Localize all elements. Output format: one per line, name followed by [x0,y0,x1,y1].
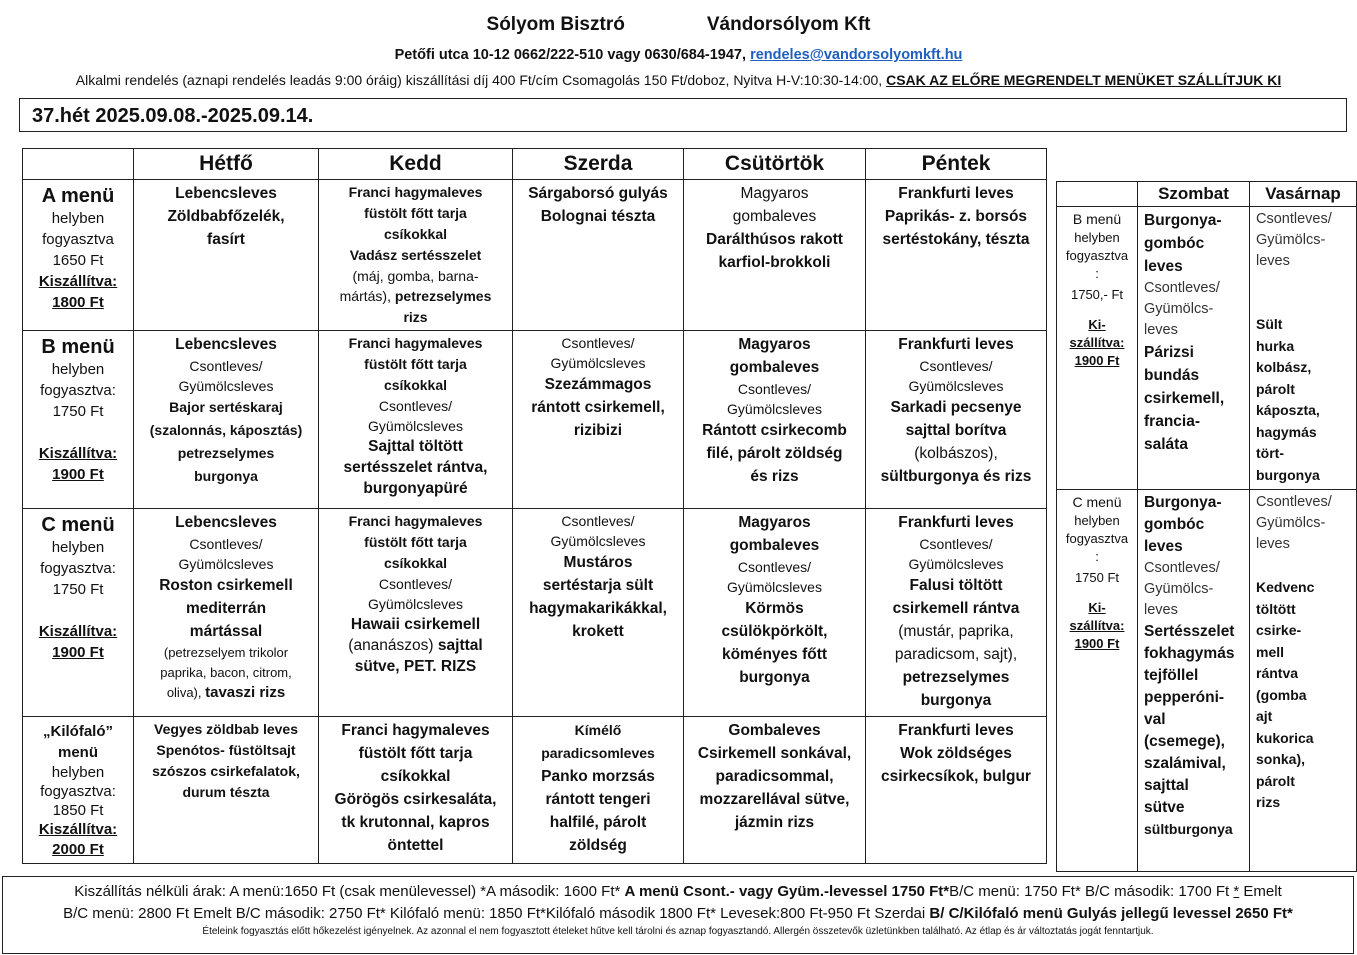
dish-line: Gombaleves [728,722,821,739]
dish-line: Magyaros [738,514,811,531]
dish-line: Burgonya- [1144,494,1222,511]
dish-line: mell [1256,643,1285,660]
dish-line: Csontleves/ [561,335,635,351]
dish-line: csíkokkal [383,226,448,242]
dish-line: Gyümölcsleves [550,355,646,371]
menu-price: 1650 Ft [52,252,104,269]
cell-k-tue [319,717,513,864]
dish-line: Sarkadi pecsenye [890,399,1022,416]
dish-line: Gyümölcsleves [908,378,1004,394]
dish-line: Sertésszelet [1144,623,1235,640]
dish-line: töltött [1256,600,1296,617]
dish-line: (ananászos) [348,637,434,654]
cell-k-fri [866,717,1047,864]
dish-line: Gyümölcs- [1144,301,1214,317]
dish-line: csíkokkal [380,768,451,785]
dish-line: Frankfurti leves [898,514,1014,531]
dish-line: pepperóni- [1144,689,1225,706]
dish-line: Csontleves/ [1144,280,1220,296]
dish-line: füstölt főtt tarja [364,356,467,372]
menu-name: B menü [1072,211,1122,227]
dish-line: hurka [1256,337,1295,354]
delivery-price: 1900 Ft [1074,636,1120,651]
dish-line: Párizsi [1144,344,1194,361]
dish-line: (szalonnás, káposztás) [149,422,303,438]
dish-line: káposzta, [1256,402,1320,418]
menu-row-b [23,331,1047,509]
menu-price: 1750,- Ft [1070,287,1124,302]
delivery-label: Ki- [1088,600,1106,615]
dish-line: fokhagymás [1144,645,1235,662]
dish-line: sültburgonya [1144,821,1233,837]
dish-line: krokett [572,623,624,640]
dish-line: Roston csirkemell [159,577,293,594]
delivery-price: 1900 Ft [1074,353,1120,368]
dish-line: paradicsomleves [541,745,655,761]
weekday-menu-table [22,148,1047,864]
dish-line: Csontleves/ [737,559,812,575]
dish-line: Gyümölcsleves [908,556,1004,572]
cell-k-mon [134,717,319,864]
restaurant-name: Sólyom Bisztró [486,14,625,35]
dish-line: Bajor sertéskaraj [169,399,283,415]
dish-line: rizs [1256,794,1281,810]
delivery-label: Kiszállítva: [38,623,118,640]
dish-line: leves [1256,253,1290,269]
dish-line: füstölt főtt tarja [364,205,467,221]
day-header-fri: Péntek [866,149,1047,180]
dish-line: Gyümölcsleves [550,533,646,549]
dish-line: leves [1256,536,1290,552]
weekend-corner-cell [1057,182,1138,207]
day-header-wed: Szerda [513,149,684,180]
dish-line: paradicsommal, [715,768,834,785]
dish-line: karfiol-brokkoli [718,254,831,271]
menu-line: helyben [51,361,105,378]
corner-cell [23,149,134,180]
delivery-price: 1900 Ft [52,466,104,483]
dish-line: csülökpörkölt, [721,623,828,640]
cell-c-mon [134,509,319,717]
dish-line: Gyümölcsleves [368,596,463,612]
dish-line: gombóc [1144,516,1205,533]
dish-line: Magyaros [738,336,811,353]
menu-line: fogyasztva [42,231,114,248]
dish-line: csirkemell rántva [892,600,1020,617]
dish-line: Csontleves/ [561,513,635,529]
dish-line: gombaleves [732,208,817,225]
menu-line: fogyasztva: [40,382,116,399]
dish-line: Panko morzsás [541,768,655,785]
dish-line: Lebencsleves [175,185,277,202]
dish-line: hagymakarikákkal, [529,600,667,617]
dish-line: Gyümölcsleves [727,401,822,417]
dish-line: Csontleves/ [189,536,263,552]
order-info: Alkalmi rendelés (aznapi rendelés leadás 9:00 óráig) kiszállítási díj 400 Ft/cím Csomagolás 150 Ft/doboz, Nyitva H-V:10:30-14:00, [75,72,883,88]
dish-line: sajttal [1144,777,1189,794]
delivery-price: 1900 Ft [52,644,104,661]
dish-line: Gyümölcsleves [178,378,274,394]
company-name: Vándorsólyom Kft [706,14,871,35]
dish-line: Magyaros [740,185,809,202]
cell-c-tue [319,509,513,717]
menu-name: B menü [41,336,115,358]
menu-name: C menü [1072,494,1122,510]
dish-line: tört- [1256,445,1284,461]
footer-text: B/C menü: 2800 Ft Emelt B/C második: 2750 Ft* Kilófaló menü: 1850 Ft*Kilófaló második 1800 Ft* Levesek:800 Ft-950 Ft Szerdai [63,905,926,922]
dish-line: sajttal [437,637,483,654]
dish-line: tejföllel [1144,667,1199,684]
dish-line: Bolognai tészta [540,208,656,225]
dish-line: saláta [1144,436,1188,453]
dish-line: Gyümölcsleves [368,418,463,434]
dish-line: Csontleves/ [1256,494,1332,510]
dish-line: halfilé, párolt [549,814,647,831]
dish-line: rántva [1256,665,1299,681]
dish-line: és rizs [750,468,799,485]
menu-row-c [23,509,1047,717]
cell-c-sat [1138,490,1250,872]
dish-line: Csontleves/ [378,398,453,414]
dish-line: tk krutonnal, kapros [341,814,490,831]
delivery-label: Ki- [1088,317,1106,332]
dish-line: sütve, PET. RIZS [354,658,477,675]
dish-line: sertéstokány, tészta [882,231,1030,248]
dish-line: hagymás [1256,423,1317,440]
dish-line: Kímélő [574,722,622,738]
order-info-line [0,72,1357,88]
cell-b-tue [319,331,513,509]
menu-label-b [23,331,134,509]
cell-b-mon [134,331,319,509]
dish-line: (mustár, paprika, [898,623,1014,640]
dish-line: gombaleves [729,537,820,554]
dish-line: csirke- [1256,622,1302,638]
dish-line: Csontleves/ [1144,560,1220,576]
weekend-menu-table [1056,181,1357,872]
dish-line: zöldség [569,837,627,854]
dish-line: Wok zöldséges [900,745,1012,762]
contact-line [0,47,1357,63]
dish-line: csirkecsíkok, bulgur [881,768,1031,785]
dish-line: Görögös csirkesaláta, [334,791,497,808]
footer-disclaimer: Ételeink fogyasztás előtt hőkezelést igényelnek. Az azonnal el nem fogyasztott ételeket hűtve kell tárolni és aznap fogyasztandó. Allergén összetevők üzletünkben található. Az étlap és ár változtatás jogát fenntartjuk. [202,926,1154,937]
dish-line: mozzarellával sütve, [699,791,850,808]
dish-line: füstölt főtt tarja [358,745,473,762]
menu-line: helyben [51,539,105,556]
dish-line: Lebencsleves [175,514,277,531]
dish-line: Franci hagymaleves [348,184,483,200]
dish-line: Körmös [745,600,804,617]
cell-c-thu [684,509,866,717]
footer-text-bold: A menü Csont.- vagy Gyüm.-levessel 1750 Ft* [624,883,950,900]
day-header-tue: Kedd [319,149,513,180]
dish-line: Gyümölcs- [1256,232,1326,248]
dish-line: burgonya [1256,466,1320,483]
dish-line: rántott csirkemell, [531,399,665,416]
dish-line: val [1144,711,1166,728]
dish-line: ajt [1256,708,1273,724]
dish-line: Franci hagymaleves [341,722,490,739]
dish-line: Vadász sertésszelet [349,247,482,263]
dish-line: köményes főtt [721,646,828,663]
dish-line: Mustáros [563,554,633,571]
cell-b-sat [1138,207,1250,490]
dish-line: Frankfurti leves [898,336,1014,353]
dish-line: Sárgaborsó gulyás [528,185,668,202]
weekend-row-b [1057,207,1357,490]
footer-text: * [1233,883,1240,900]
delivery-price: 2000 Ft [52,841,104,858]
menu-row-a [23,180,1047,331]
dish-line: szószos csirkefalatok, [152,763,300,779]
menu-line: : [1095,266,1099,281]
menu-line: : [1095,549,1099,564]
cell-c-fri [866,509,1047,717]
dish-line: Falusi töltött [909,577,1003,594]
cell-c-wed [513,509,684,717]
menu-name: C menü [41,514,115,536]
dish-line: Csontleves/ [1256,211,1332,227]
dish-line: burgonya [739,669,810,686]
dish-line: burgonyapüré [363,480,468,497]
weekend-header-row [1057,182,1357,207]
delivery-label: Kiszállítva: [38,821,118,838]
dish-line: (csemege), [1144,733,1225,750]
dish-line: mediterrán [185,600,267,617]
dish-line: sonka), [1256,751,1306,767]
menu-line: helyben [51,764,105,781]
dish-line: jázmin rizs [734,814,815,831]
footer-text: B/C menü: 1750 Ft* B/C második: 1700 Ft [949,883,1230,900]
dish-line: Gyümölcs- [1256,515,1326,531]
dish-line: Sajttal töltött [368,438,463,455]
menu-row-kilofalo [23,717,1047,864]
dish-line: sütve [1144,799,1185,816]
header-title [0,14,1357,36]
dish-line: Csontleves/ [919,358,993,374]
menu-price: 1750 Ft [1074,570,1120,585]
menu-name: A menü [41,185,115,207]
menu-line: helyben [1074,230,1120,245]
weekend-label-c [1057,490,1138,872]
cell-k-thu [684,717,866,864]
dish-line: burgonya [920,692,992,709]
menu-line: fogyasztva: [40,783,116,800]
dish-line: Franci hagymaleves [348,513,483,529]
dish-line: szalámival, [1144,755,1226,772]
cell-a-wed [513,180,684,331]
dish-line: fasírt [207,231,245,248]
dish-line: Rántott csirkecomb [702,422,847,439]
dish-line: petrezselymes [177,445,275,461]
dish-line: Frankfurti leves [898,722,1014,739]
dish-line: Lebencsleves [175,336,277,353]
dish-line: (máj, gomba, barna- [352,268,479,284]
delivery-label: Kiszállítva: [38,445,118,462]
day-header-sun: Vasárnap [1250,182,1357,207]
dish-line: Paprikás- z. borsós [884,208,1028,225]
footer-line-2 [3,903,1353,925]
dish-line: Darálthúsos rakott [706,231,843,248]
dish-line: petrezselymes [394,288,492,304]
menu-label-kilofalo [23,717,134,864]
dish-line: sültburgonya és rizs [880,468,1032,485]
dish-line: Spenótos- füstöltsajt [156,742,296,758]
dish-line: gombóc [1144,235,1205,252]
order-info-note: CSAK AZ ELŐRE MEGRENDELT MENÜKET SZÁLLÍTJUK KI [886,72,1282,88]
menu-line: helyben [51,210,105,227]
menu-line: fogyasztva: [40,560,116,577]
cell-a-thu [684,180,866,331]
dish-line: leves [1144,538,1183,555]
dish-line: (kolbászos), [914,445,998,462]
dish-line: rizibizi [573,422,623,439]
week-title: 37.hét 2025.09.08.-2025.09.14. [19,98,1347,132]
menu-price: 1850 Ft [52,802,104,819]
dish-line: rántott tengeri [545,791,651,808]
dish-line: Zöldbabfőzelék, [167,208,285,225]
dish-line: leves [1144,258,1183,275]
dish-line: Gyümölcsleves [727,579,822,595]
cell-c-sun [1250,490,1357,872]
dish-line: leves [1144,322,1178,338]
dish-line: Csontleves/ [189,358,263,374]
delivery-label: Kiszállítva: [38,273,118,290]
price-footer [2,876,1354,954]
dish-line: sertésszelet rántva, [343,459,488,476]
dish-line: sertéstarja sült [542,577,654,594]
dish-line: Kedvenc [1256,579,1315,595]
footer-text-bold: B/ C/Kilófaló menü Gulyás jellegű levessel 2650 Ft* [929,905,1293,922]
menu-price: 1750 Ft [52,403,104,420]
weekend-label-b [1057,207,1138,490]
dish-line: Szezámmagos [544,376,652,393]
menu-line: helyben [1074,513,1120,528]
dish-line: csíkokkal [383,377,448,393]
dish-line: kukorica [1256,729,1314,746]
footer-text: Emelt [1243,883,1282,900]
day-header-sat: Szombat [1138,182,1250,207]
dish-line: sajttal borítva [905,422,1007,439]
dish-line: füstölt főtt tarja [364,534,467,550]
table-header-row [23,149,1047,180]
delivery-label: szállítva: [1069,335,1125,350]
dish-line: Burgonya- [1144,212,1222,229]
dish-line: leves [1144,602,1178,618]
dish-line: csirkemell, [1144,390,1225,407]
dish-line: öntettel [387,837,444,854]
dish-line: Frankfurti leves [898,185,1014,202]
menu-label-c [23,509,134,717]
day-header-mon: Hétfő [134,149,319,180]
cell-b-fri [866,331,1047,509]
menu-price: 1750 Ft [52,581,104,598]
dish-line: Csontleves/ [378,576,453,592]
dish-line: rizs [403,309,428,325]
footer-line-1 [3,881,1353,903]
dish-line: (petrezselyem trikolor [163,645,289,660]
weekend-row-c [1057,490,1357,872]
cell-a-mon [134,180,319,331]
menu-label-a [23,180,134,331]
cell-k-wed [513,717,684,864]
dish-line: (gomba [1256,686,1307,703]
dish-line: Csirkemell sonkával, [697,745,852,762]
dish-line: francia- [1144,413,1200,430]
dish-line: bundás [1144,367,1200,384]
cell-b-wed [513,331,684,509]
dish-line: párolt [1256,380,1295,397]
dish-line: Gyümölcs- [1144,581,1214,597]
dish-line: oliva), [166,685,202,700]
dish-line: Hawaii csirkemell [350,616,481,633]
delivery-price: 1800 Ft [52,294,104,311]
delivery-label: szállítva: [1069,618,1125,633]
menu-line: fogyasztva [1065,248,1129,263]
dish-line: Vegyes zöldbab leves [154,721,298,737]
dish-line: filé, párolt zöldség [706,445,843,462]
dish-line: mártás), [339,288,391,304]
dish-line: paprika, bacon, citrom, [160,665,292,680]
dish-line: burgonya [194,468,258,484]
dish-line: Gyümölcsleves [178,556,274,572]
dish-line: csíkokkal [383,555,448,571]
menu-line: fogyasztva [1065,531,1129,546]
cell-b-sun [1250,207,1357,490]
dish-line: Csontleves/ [737,381,812,397]
dish-line: mártással [189,623,263,640]
dish-line: kolbász, [1256,359,1312,375]
dish-line: Csontleves/ [919,536,993,552]
dish-line: paradicsom, sajt), [894,646,1018,663]
cell-a-fri [866,180,1047,331]
email-link[interactable]: rendeles@vandorsolyomkft.hu [750,47,963,63]
menu-name: „Kilófaló” menü [43,723,113,761]
dish-line: gombaleves [729,359,820,376]
dish-line: tavaszi rizs [205,684,286,701]
dish-line: durum tészta [182,784,270,800]
day-header-thu: Csütörtök [684,149,866,180]
dish-line: Franci hagymaleves [348,335,483,351]
dish-line: Sült [1256,316,1283,332]
cell-b-thu [684,331,866,509]
dish-line: petrezselymes [902,669,1010,686]
dish-line: párolt [1256,772,1295,789]
address-phone: Petőfi utca 10-12 0662/222-510 vagy 0630/684-1947, [394,47,747,63]
cell-a-tue [319,180,513,331]
footer-text: Kiszállítás nélküli árak: A menü:1650 Ft (csak menülevessel) *A második: 1600 Ft* [74,883,621,900]
